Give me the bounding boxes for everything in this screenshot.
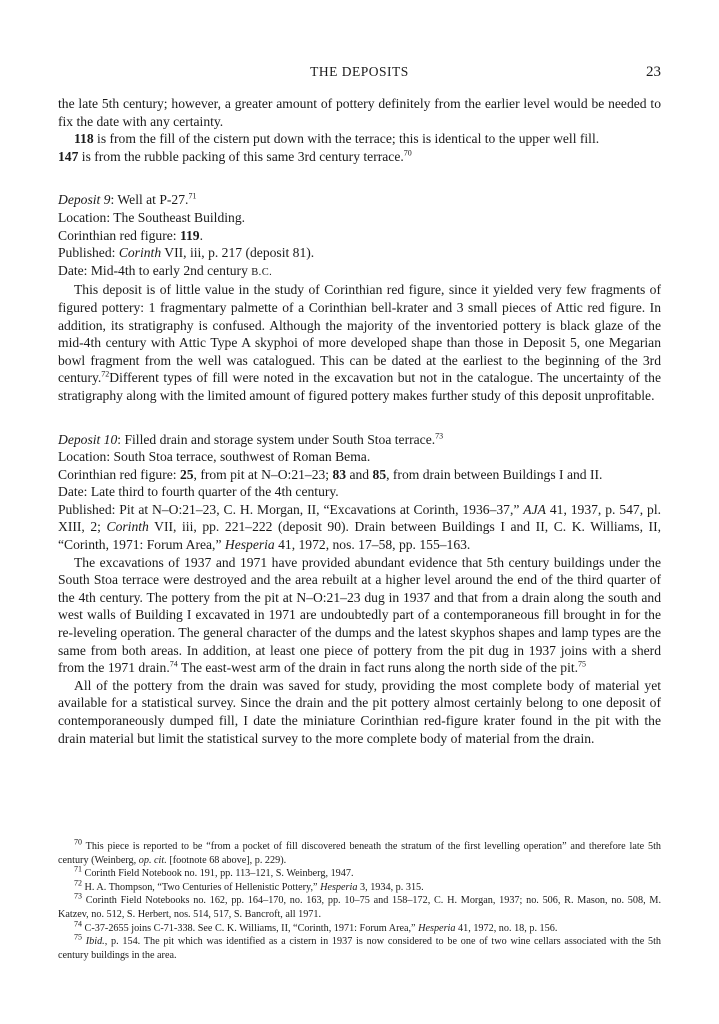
footnote-ref[interactable]: 70 [403,148,412,158]
deposit-label: Deposit 9 [58,192,111,208]
deposit-9-section [58,191,661,281]
footnote-75: $^{75}$ Ibid., p. 154. The pit which was identified as a cistern in 1937 is now considered to be one of two wine cellars associated with the 5th century buildings in the area. [58,932,661,961]
footnote-ref[interactable]: 74 [169,659,178,669]
deposit-9-paragraph: This deposit is of little value in the study of Corinthian red figure, since it yielded very few fragments of figured pottery: 1 fragmentary palmette of a Corinthian bell-krater and 3 small pieces of Attic red figure. In addition, its stratigraphy is confused. Although the majority of the inventoried pottery is black glaze of the mid-4th century with Attic Type A skyphoi of more developed shape than those in Deposit 5, one Megarian bowl fragment from the well was catalogued. This can be dated at the earliest to the beginning of the 3rd century.$^{72}$Different types of fill were noted in the excavation but not in the catalogue. The uncertainty of the stratigraphy along with the limited amount of figured pottery makes further study of this deposit unprofitable. [58,282,661,403]
paragraph-147 [58,148,661,166]
continued-paragraph: the late 5th century; however, a greater amount of pottery definitely from the earlier level would be needed to fix the date with any certainty. [58,96,661,129]
catalogue-number: 119 [179,227,200,243]
footnote-ref[interactable]: 71 [188,191,197,201]
catalogue-number: 83 [332,466,347,482]
deposit-heading: Deposit 9: Well at P-27.71 [58,191,197,208]
running-title: THE DEPOSITS [310,64,409,79]
deposit-10-section [58,431,661,501]
deposit-label: Deposit 10 [58,431,118,447]
deposit-red-figure: Corinthian red figure: 119. [58,227,203,243]
deposit-location: Location: The Southeast Building. [58,209,246,225]
catalogue-number: 25 [179,466,194,482]
footnote-71: $^{71}$ Corinth Field Notebook no. 191, pp. 113–121, S. Weinberg, 1947. [74,864,354,880]
deposit-published: Published: Corinth VII, iii, p. 217 (deposit 81). [58,245,315,261]
deposit-red-figure: Corinthian red figure: 25, from pit at N–O:21–23; 83 and 85, from drain between Buildings I and II. [58,466,603,482]
deposit-date: Date: Mid-4th to early 2nd century B.C. [58,262,273,278]
running-header [58,64,661,82]
catalogue-number: 85 [372,466,387,482]
paragraph-text: is from the rubble packing of this same 3rd century terrace. [78,148,404,164]
paragraph-text: is from the fill of the cistern put down with the terrace; this is identical to the upper well fill. [93,131,600,147]
deposit-published: Published: Pit at N–O:21–23, C. H. Morgan, II, “Excavations at Corinth, 1936–37,” AJA 41, 1937, p. 547, pl. XIII, 2; Corinth VII, iii, pp. 221–222 (deposit 90). Drain between Buildings I and II, C. K. Williams, II, “Corinth, 1971: Forum Area,” Hesperia 41, 1972, nos. 17–58, pp. 155–163. [58,501,661,553]
deposit-heading: Deposit 10: Filled drain and storage system under South Stoa terrace.$^{73}$ [58,430,444,447]
deposit-10-paragraph-2: All of the pottery from the drain was saved for study, providing the most complete body of material yet available for a statistical survey. Since the drain and the pit pottery almost certainly belong to one deposit of contemporaneously dumped fill, I date the miniature Corinthian red-figure krater found in the pit with the drain material but limit the statistical survey to the more complete body of material from the drain. [58,677,661,746]
deposit-location: Location: South Stoa terrace, southwest of Roman Bema. [58,449,371,465]
catalogue-number: 147 [58,148,79,164]
footnote-74: $^{74}$ C-37-2655 joins C-71-338. See C. K. Williams, II, “Corinth, 1971: Forum Area,” Hesperia 41, 1972, no. 18, p. 156. [74,919,558,934]
footnotes [58,837,661,962]
page-number: 23 [646,64,661,80]
footnote-ref[interactable]: 75 [578,659,587,669]
catalogue-number: 118 [74,131,94,147]
footnote-72: $^{72}$ H. A. Thompson, “Two Centuries of Hellenistic Pottery,” Hesperia 3, 1934, p. 315. [74,878,424,893]
deposit-10-paragraph-1: The excavations of 1937 and 1971 have provided abundant evidence that 5th century buildings under the South Stoa terrace were destroyed and the area rebuilt at a higher level around the end of the third quarter of the 4th century. The pottery from the pit at N–O:21–23 dug in 1937 and that from a drain along the south and west walls of Building I excavated in 1971 are undoubtedly part of a contemporaneous fill brought in for the re-leveling operation. The general character of the dumps and the latest skyphos shapes and lamp types are the same from both areas. In addition, at least one piece of pottery from the pit dug in 1937 joins with a sherd from the 1971 drain.$^{74}$ The east-west arm of the drain in fact runs along the north side of the pit.$^{75}$ [58,554,661,676]
footnote-ref[interactable]: 73 [435,430,444,440]
main-text [58,95,661,747]
footnote-73: $^{73}$ Corinth Field Notebooks no. 162, pp. 164–170, no. 163, pp. 10–75 and 158–172, C. H. Morgan, 1937; no. 506, R. Mason, no. 508, M. Katzev, no. 512, S. Herbert, nos. 514, 517, S. Bancroft, all 1971. [58,891,661,920]
footnote-70: $^{70}$ This piece is reported to be “from a pocket of fill discovered beneath the stratum of the first levelling operation” and therefore late 5th century (Weinberg, op. cit. [footnote 68 above], p. 229). [58,837,661,866]
footnote-ref[interactable]: 72 [101,369,110,379]
paragraph-118 [58,130,661,148]
deposit-date: Date: Late third to fourth quarter of the 4th century. [58,484,339,500]
